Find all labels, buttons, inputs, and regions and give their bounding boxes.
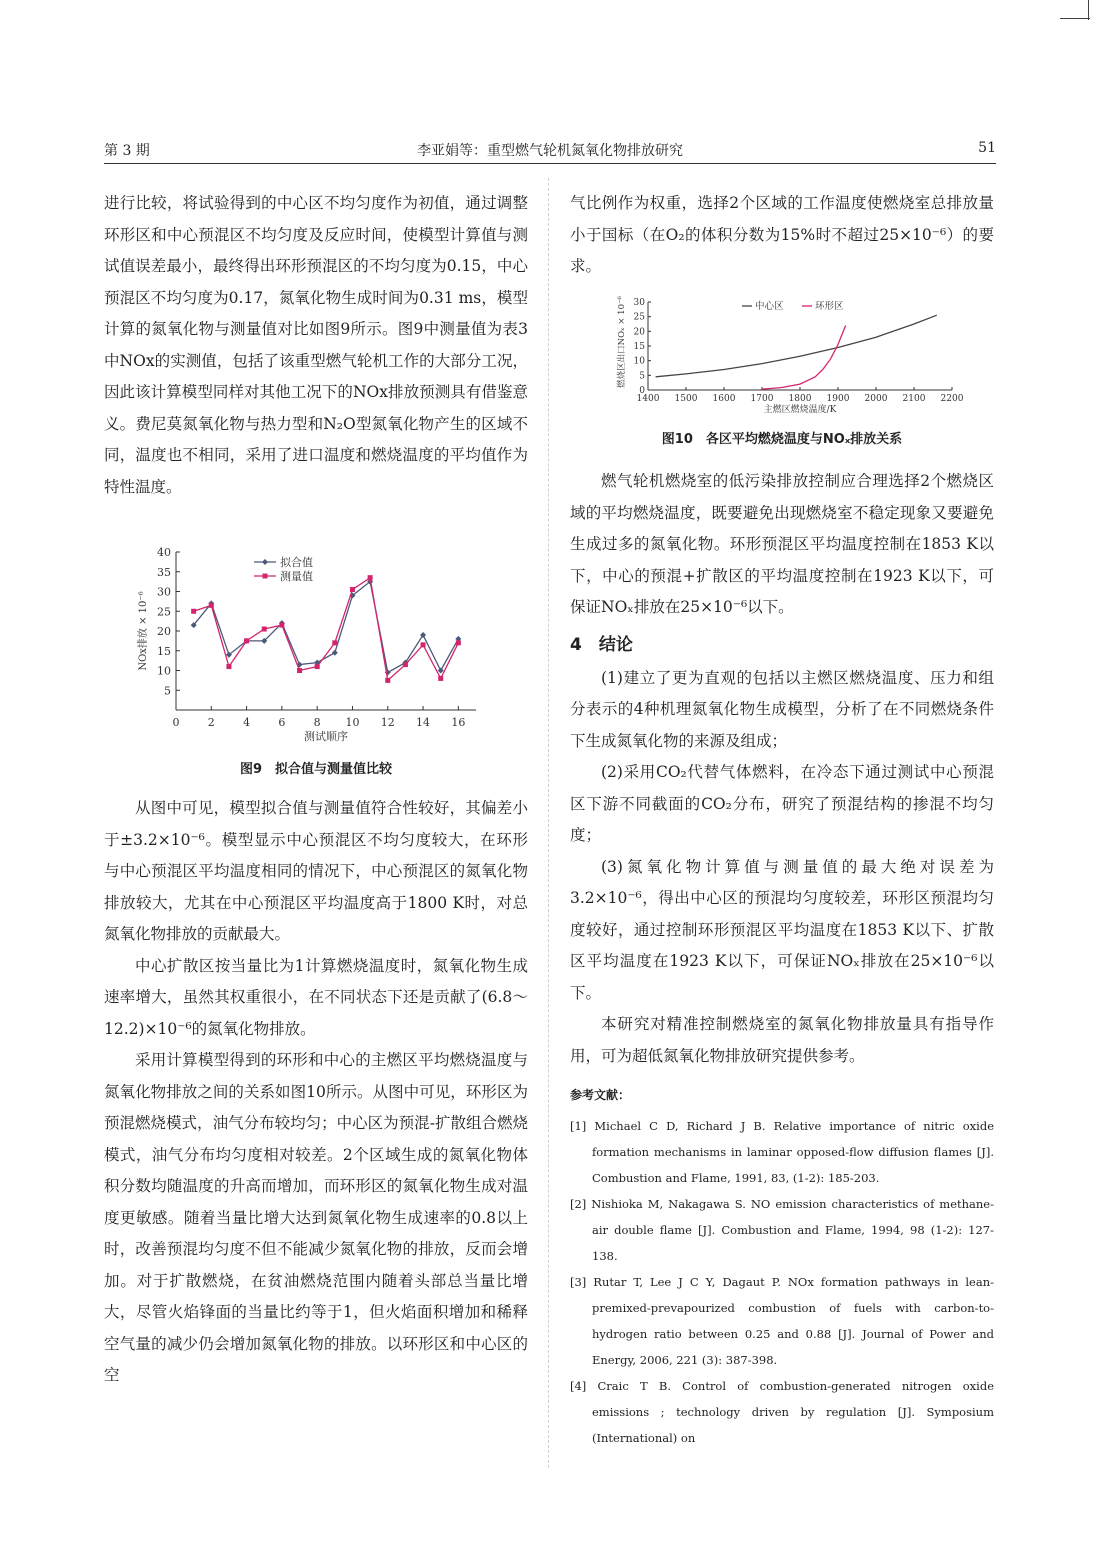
column-divider: [548, 178, 549, 1468]
x-tick-label: 4: [243, 716, 251, 729]
legend-marker: [262, 559, 268, 565]
y-tick-label: 0: [639, 386, 645, 396]
data-point: [385, 678, 390, 683]
legend-label: 拟合值: [280, 556, 313, 569]
y-tick-label: 30: [157, 585, 171, 599]
data-point: [350, 587, 355, 592]
y-tick-label: 15: [157, 644, 171, 658]
figure-10: [570, 288, 994, 458]
figure-10-chart: [570, 288, 994, 423]
x-tick-label: 8: [313, 716, 321, 729]
y-tick-label: 5: [164, 684, 171, 698]
crop-mark: [1060, 18, 1090, 19]
figure-10-caption: 图10 各区平均燃烧温度与NOₓ排放关系: [661, 432, 903, 447]
data-point: [315, 664, 320, 669]
page-number: 51: [978, 140, 996, 156]
y-tick-label: 25: [633, 312, 645, 323]
y-tick-label: 10: [633, 356, 645, 367]
series-line: [762, 325, 846, 389]
running-title: 李亚娟等：重型燃气轮机氮氧化物排放研究: [417, 143, 683, 159]
data-point: [438, 676, 443, 681]
x-tick-label: 1700: [750, 394, 774, 404]
x-tick-label: 6: [278, 716, 286, 729]
conclusion-item: 本研究对精准控制燃烧室的氮氧化物排放量具有指导作用，可为超低氮氧化物排放研究提供参考。: [570, 1015, 994, 1065]
series-line: [194, 582, 459, 673]
references-heading: 参考文献：: [570, 1088, 631, 1102]
conclusion-item: (1)建立了更为直观的包括以主燃区燃烧温度、压力和组分表示的4种机理氮氧化物生成模型，分析了在不同燃烧条件下生成氮氧化物的来源及组成；: [570, 668, 994, 750]
y-tick-label: 20: [157, 625, 171, 638]
paragraph: 从图中可见，模型拟合值与测量值符合性较好，其偏差小于±3.2×10⁻⁶。模型显示中心预混区不均匀度较大，在环形与中心预混区平均温度相同的情况下，中心预混区的氮氧化物排放较大，尤其在中心预混区平均温度高于1800 K时，对总氮氧化物排放的贡献最大。: [104, 799, 528, 943]
figure-9: [104, 540, 528, 785]
x-tick-label: 1500: [674, 394, 698, 404]
data-point: [456, 640, 461, 645]
y-tick-label: 5: [639, 371, 645, 382]
x-tick-label: 0: [172, 716, 180, 729]
x-tick-label: 1900: [826, 394, 850, 404]
x-tick-label: 16: [451, 716, 466, 729]
x-axis-label: 主燃区燃烧温度/K: [763, 405, 837, 415]
paragraph: 气比例作为权重，选择2个区域的工作温度使燃烧室总排放量小于国标（在O₂的体积分数为15%时不超过25×10⁻⁶）的要求。: [570, 194, 994, 275]
data-point: [279, 623, 284, 628]
x-axis-label: 测试顺序: [304, 730, 348, 743]
reference-item: [4] Craic T B. Control of combustion-generated nitrogen oxide emissions ; technology driven by regulation [J]. Symposium (International) on: [570, 1379, 994, 1445]
x-tick-label: 2100: [902, 394, 926, 404]
data-point: [191, 609, 196, 614]
data-point: [421, 642, 426, 647]
y-tick-label: 40: [157, 546, 171, 559]
y-tick-label: 20: [633, 327, 645, 338]
x-tick-label: 10: [345, 716, 360, 729]
x-tick-label: 2: [207, 716, 215, 729]
data-point: [368, 575, 373, 580]
x-tick-label: 12: [380, 716, 395, 729]
issue-number: 第 3 期: [104, 143, 150, 159]
reference-item: [2] Nishioka M, Nakagawa S. NO emission characteristics of methane-air double flame [J]. Combustion and Flame, 1994, 98 (1-2): 127-138.: [570, 1197, 994, 1263]
y-axis-label: 燃烧区出口NOₓ × 10⁻⁶: [617, 296, 627, 388]
series-line: [194, 578, 459, 681]
left-column-continued: [104, 793, 528, 1392]
legend-label: 测量值: [280, 570, 313, 583]
y-tick-label: 10: [157, 664, 171, 678]
x-tick-label: 14: [416, 716, 431, 729]
data-point: [297, 668, 302, 673]
right-column-continued: [570, 466, 994, 1451]
y-axis-label: NOx排放 × 10⁻⁶: [138, 591, 149, 671]
paragraph: 燃气轮机燃烧室的低污染排放控制应合理选择2个燃烧区域的平均燃烧温度，既要避免出现燃烧室不稳定现象又要避免生成过多的氮氧化物。环形预混区平均温度控制在1853 K以下，中心的预混+扩散区的平均温度控制在1923 K以下，可保证NOₓ排放在25×10⁻⁶以下。: [570, 472, 994, 616]
data-point: [438, 668, 444, 674]
legend-marker: [263, 574, 268, 579]
x-tick-label: 1800: [788, 394, 812, 404]
y-tick-label: 15: [633, 342, 645, 352]
reference-item: [3] Rutar T, Lee J C Y, Dagaut P. NOx formation pathways in lean-premixed-prevapourized combustion of fuels with carbon-to-hydrogen ratio between 0.25 and 0.88 [J]. Journal of Power and Energy, 2006, 221 (3): 387-398.: [570, 1275, 994, 1367]
paragraph: 中心扩散区按当量比为1计算燃烧温度时，氮氧化物生成速率增大，虽然其权重很小，在不同状态下还是贡献了(6.8～12.2)×10⁻⁶的氮氧化物排放。: [104, 956, 528, 1038]
section-heading: 4 结论: [570, 634, 633, 655]
y-tick-label: 35: [157, 565, 171, 579]
x-tick-label: 2200: [940, 394, 964, 404]
data-point: [226, 664, 231, 669]
right-column: [570, 188, 994, 283]
conclusion-item: (3)氮氧化物计算值与测量值的最大绝对误差为3.2×10⁻⁶，得出中心区的预混均匀度较差，环形区预混均匀度较好，通过控制环形预混区平均温度在1853 K以下、扩散区平均温度在1923 K以下，可保证NOₓ排放在25×10⁻⁶以下。: [570, 857, 994, 1002]
header-rule: [104, 163, 996, 164]
crop-mark: [1088, 0, 1089, 20]
paragraph: 采用计算模型得到的环形和中心的主燃区平均燃烧温度与氮氧化物排放之间的关系如图10所示。从图中可见，环形区为预混燃烧模式，油气分布较均匀；中心区为预混-扩散组合燃烧模式，油气分布均匀度相对较差。2个区域生成的氮氧化物体积分数均随温度的升高而增加，而环形区的氮氧化物生成对温度更敏感。随着当量比增大达到氮氧化物生成速率的0.8以上时，改善预混均匀度不但不能减少氮氧化物的排放，反而会增加。对于扩散燃烧，在贫油燃烧范围内随着头部总当量比增大，尽管火焰锋面的当量比约等于1，但火焰面积增加和稀释空气量的减少仍会增加氮氧化物的排放。以环形区和中心区的空: [104, 1051, 528, 1384]
paragraph: 进行比较，将试验得到的中心区不均匀度作为初值，通过调整环形区和中心预混区不均匀度及反应时间，使模型计算值与测试值误差最小，最终得出环形预混区的不均匀度为0.15，中心预混区不均匀度为0.17，氮氧化物生成时间为0.31 ms，模型计算的氮氧化物与测量值对比如图9所示。图9中测量值为表3中NOx的实测值，包括了该重型燃气轮机工作的大部分工况，因此该计算模型同样对其他工况下的NOx排放预测具有借鉴意义。费尼莫氮氧化物与热力型和N₂O型氮氧化物产生的区域不同，温度也不相同，采用了进口温度和燃烧温度的平均值作为特性温度。: [104, 194, 528, 496]
conclusion-item: (2)采用CO₂代替气体燃料，在冷态下通过测试中心预混区下游不同截面的CO₂分布，研究了预混结构的掺混不均匀度；: [570, 763, 994, 844]
x-tick-label: 1400: [636, 394, 660, 404]
page-header: [104, 140, 996, 164]
data-point: [262, 627, 267, 632]
data-point: [209, 603, 214, 608]
legend-label: 环形区: [815, 301, 844, 312]
y-tick-label: 30: [633, 298, 645, 308]
data-point: [403, 662, 408, 667]
figure-9-caption: 图9 拟合值与测量值比较: [239, 762, 393, 777]
data-point: [244, 638, 249, 643]
series-line: [656, 315, 937, 377]
x-tick-label: 2000: [864, 394, 888, 404]
figure-9-chart: [104, 540, 528, 750]
reference-item: [1] Michael C D, Richard J B. Relative importance of nitric oxide formation mechanisms in laminar opposed-flow diffusion flames [J]. Combustion and Flame, 1991, 83, (1-2): 185-203.: [570, 1119, 994, 1185]
legend-label: 中心区: [755, 301, 784, 312]
left-column: [104, 188, 528, 503]
data-point: [332, 640, 337, 645]
data-point: [332, 650, 338, 656]
y-tick-label: 25: [157, 605, 171, 619]
x-tick-label: 1600: [712, 394, 736, 404]
